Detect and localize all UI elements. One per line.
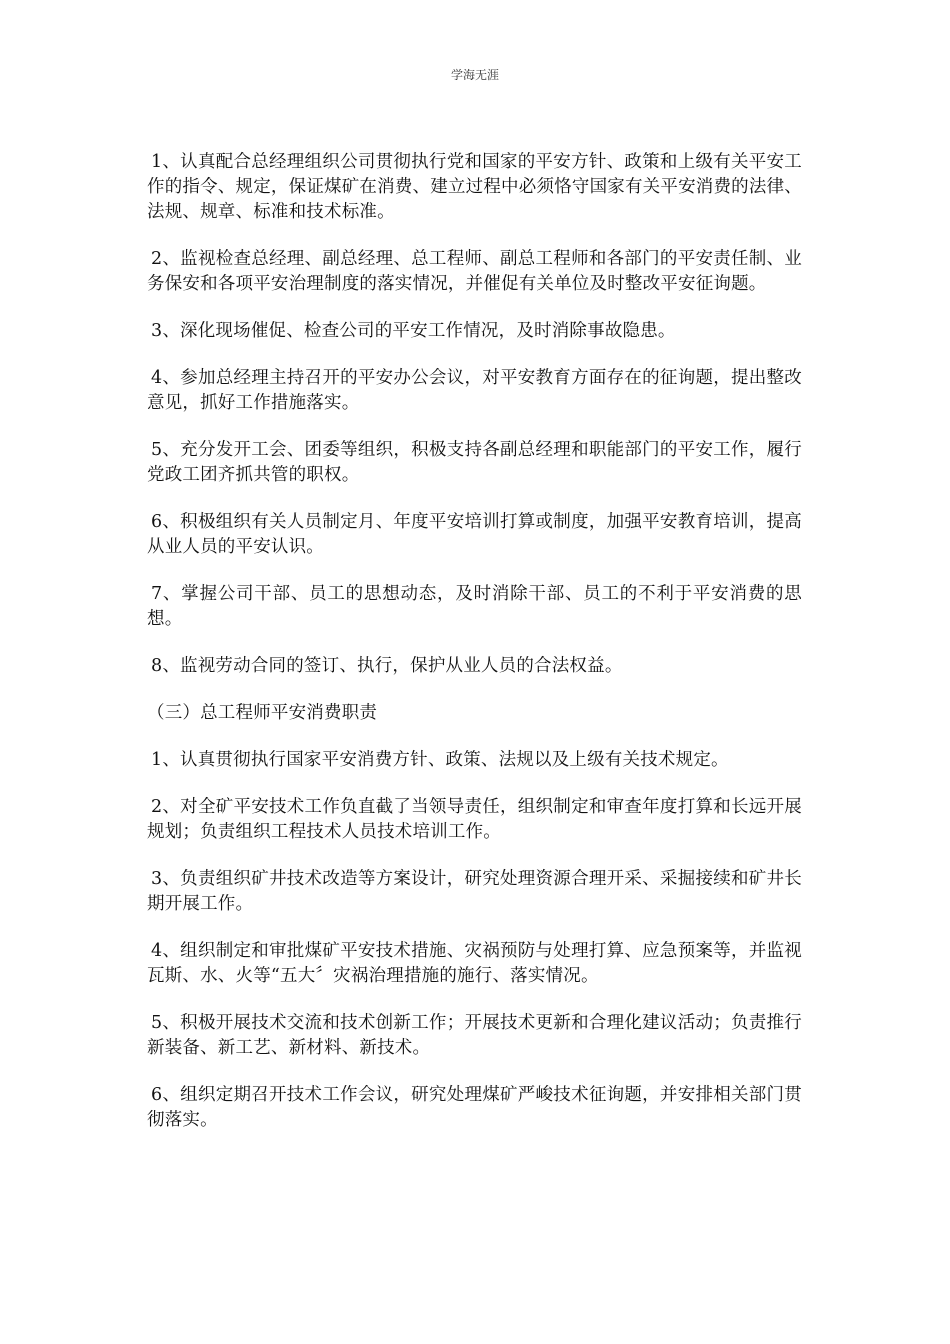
- paragraph: 4、参加总经理主持召开的平安办公会议，对平安教育方面存在的征询题，提出整改意见，抓好工作措施落实。: [147, 368, 802, 413]
- paragraph: 3、深化现场催促、检查公司的平安工作情况，及时消除事故隐患。: [151, 321, 676, 341]
- page-header: 学海无涯: [450, 68, 499, 82]
- paragraph: 1、认真配合总经理组织公司贯彻执行党和国家的平安方针、政策和上级有关平安工作的指令、规定，保证煤矿在消费、建立过程中必须恪守国家有关平安消费的法律、法规、规章、标准和技术标准。: [147, 152, 802, 222]
- paragraph: 5、充分发开工会、团委等组织，积极支持各副总经理和职能部门的平安工作，履行党政工团齐抓共管的职权。: [147, 440, 802, 485]
- paragraph: 6、组织定期召开技术工作会议，研究处理煤矿严峻技术征询题，并安排相关部门贯彻落实。: [147, 1085, 802, 1130]
- paragraph: 5、积极开展技术交流和技术创新工作；开展技术更新和合理化建议活动；负责推行新装备、新工艺、新材料、新技术。: [147, 1013, 802, 1058]
- paragraph: 1、认真贯彻执行国家平安消费方针、政策、法规以及上级有关技术规定。: [151, 750, 729, 770]
- paragraph: 4、组织制定和审批煤矿平安技术措施、灾祸预防与处理打算、应急预案等，并监视瓦斯、水、火等“五大〞灾祸治理措施的施行、落实情况。: [147, 941, 802, 986]
- document-body: [147, 150, 802, 1155]
- paragraph: 2、对全矿平安技术工作负直截了当领导责任，组织制定和审查年度打算和长远开展规划；负责组织工程技术人员技术培训工作。: [147, 797, 802, 842]
- paragraph: 7、掌握公司干部、员工的思想动态，及时消除干部、员工的不利于平安消费的思想。: [147, 584, 802, 629]
- paragraph: 6、积极组织有关人员制定月、年度平安培训打算或制度，加强平安教育培训，提高从业人员的平安认识。: [147, 512, 802, 557]
- paragraph: 3、负责组织矿井技术改造等方案设计，研究处理资源合理开采、采掘接续和矿井长期开展工作。: [147, 869, 802, 914]
- paragraph: 8、监视劳动合同的签订、执行，保护从业人员的合法权益。: [151, 656, 623, 676]
- paragraph: 2、监视检查总经理、副总经理、总工程师、副总工程师和各部门的平安责任制、业务保安和各项平安治理制度的落实情况，并催促有关单位及时整改平安征询题。: [147, 249, 802, 294]
- section-heading: （三）总工程师平安消费职责: [147, 703, 378, 723]
